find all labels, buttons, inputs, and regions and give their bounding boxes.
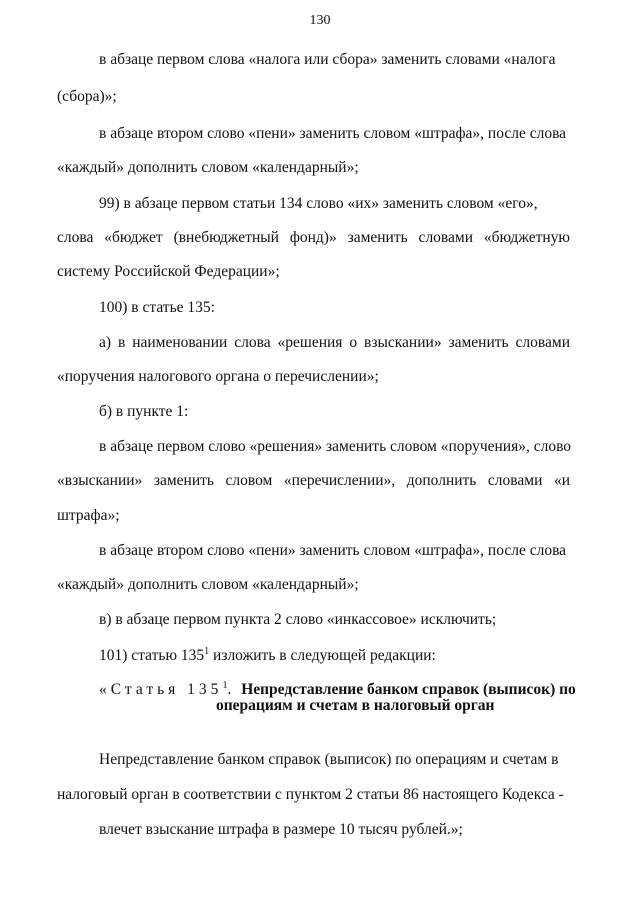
superscript: 1 — [204, 645, 210, 657]
text-line: б) в пункте 1: — [99, 403, 189, 420]
text-line: в абзаце втором слово «пени» заменить словом «штрафа», после слова — [99, 542, 567, 559]
text-line: в абзаце первом слова «налога или сбора» заменить словами «налога — [99, 51, 556, 68]
article-label-dot: . — [227, 681, 232, 698]
text-line: налоговый орган в соответствии с пунктом 2 статьи 86 настоящего Кодекса - — [57, 786, 564, 803]
text-fragment: 101) статью 135 — [99, 647, 205, 664]
text-line: (сбора)»; — [57, 88, 117, 105]
article-title-line: Непредставление банком справок (выписок) по — [241, 681, 576, 698]
text-line: в абзаце втором слово «пени» заменить словом «штрафа», после слова — [99, 125, 567, 142]
text-line: штрафа»; — [57, 507, 120, 524]
page-number: 130 — [309, 13, 331, 28]
text-line: в абзаце первом слово «решения» заменить словом «поручения», слово — [99, 438, 572, 455]
text-fragment: изложить в следующей редакции: — [209, 647, 436, 664]
text-line: а) в наименовании слова «решения о взыскании» заменить словами — [99, 334, 570, 351]
article-label: «Статья 135 — [99, 681, 223, 698]
text-line — [99, 646, 436, 666]
text-line: Непредставление банком справок (выписок) по операциям и счетам в — [99, 751, 559, 768]
article-title-line: операциям и счетам в налоговый орган — [216, 697, 495, 714]
text-line: «поручения налогового органа о перечислении»; — [57, 368, 379, 385]
text-line: «каждый» дополнить словом «календарный»; — [57, 576, 359, 593]
text-line: в) в абзаце первом пункта 2 слово «инкассовое» исключить; — [99, 611, 497, 628]
text-line: 99) в абзаце первом статьи 134 слово «их» заменить словом «его», — [99, 195, 538, 212]
text-line: систему Российской Федерации»; — [57, 263, 280, 280]
text-line: «каждый» дополнить словом «календарный»; — [57, 159, 359, 176]
text-line: слова «бюджет (внебюджетный фонд)» заменить словами «бюджетную — [57, 229, 570, 246]
superscript: 1 — [222, 679, 228, 691]
text-line: «взыскании» заменить словом «перечислении», дополнить словами «и — [57, 472, 570, 489]
text-line: влечет взыскание штрафа в размере 10 тысяч рублей.»; — [99, 821, 463, 838]
text-line: 100) в статье 135: — [99, 299, 215, 316]
